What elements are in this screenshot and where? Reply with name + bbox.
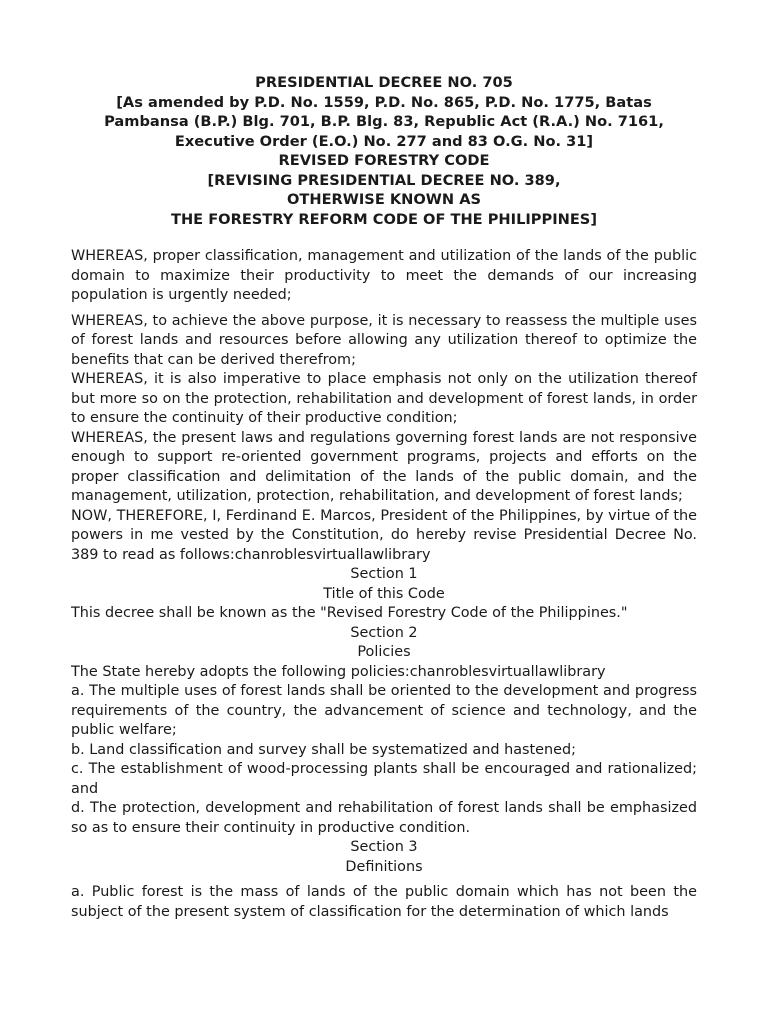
- whereas-clause: WHEREAS, to achieve the above purpose, it is necessary to reassess the multiple uses of forest lands and resources before allowing any utilization thereof to optimize the benefits that can be derived therefrom;: [71, 312, 697, 368]
- title-line: PRESIDENTIAL DECREE NO. 705: [255, 74, 513, 91]
- now-therefore-clause: NOW, THEREFORE, I, Ferdinand E. Marcos, President of the Philippines, by virtue of the powers in me vested by the Constitution, do hereby revise Presidential Decree No. 389 to read as follows:chanroblesvirtuallawlibrary: [71, 507, 697, 563]
- title-line: THE FORESTRY REFORM CODE OF THE PHILIPPINES]: [171, 210, 597, 228]
- section-text: This decree shall be known as the "Revised Forestry Code of the Philippines.": [71, 605, 628, 621]
- whereas-clause: WHEREAS, proper classification, management and utilization of the lands of the public domain to maximize their productivity to meet the demands of our increasing population is urgently needed;: [71, 248, 697, 303]
- policy-item: a. The multiple uses of forest lands shall be oriented to the development and progress requirements of the country, the advancement of science and technology, and the public welfare;: [71, 683, 697, 738]
- policy-item: b. Land classification and survey shall be systematized and hastened;: [71, 741, 576, 758]
- whereas-clause: WHEREAS, it is also imperative to place emphasis not only on the utilization thereof but more so on the protection, rehabilitation and development of forest lands, in order to ensure the continuity of their productive condition;: [71, 371, 697, 426]
- section-intro: The State hereby adopts the following policies:chanroblesvirtuallawlibrary: [71, 663, 606, 680]
- title-line: [REVISING PRESIDENTIAL DECREE NO. 389,: [207, 171, 561, 189]
- decree-title-block: [71, 73, 697, 229]
- section-heading: Section 3: [350, 839, 418, 855]
- whereas-clause: WHEREAS, the present laws and regulations governing forest lands are not responsive enough to support re-oriented government programs, projects and efforts on the proper classification and delimitation of the lands of the public domain, and the management, utilization, protection, rehabilitation, and development of forest lands;: [71, 429, 697, 504]
- section-title: Definitions: [345, 858, 423, 875]
- title-line: Pambansa (B.P.) Blg. 701, B.P. Blg. 83, Republic Act (R.A.) No. 7161,: [104, 113, 664, 130]
- title-line: OTHERWISE KNOWN AS: [287, 191, 481, 208]
- definition-item: a. Public forest is the mass of lands of the public domain which has not been the subject of the present system of classification for the determination of which lands: [71, 884, 697, 920]
- title-line: REVISED FORESTRY CODE: [278, 152, 490, 169]
- section-heading: Section 2: [350, 624, 418, 641]
- document-page: [71, 73, 697, 922]
- section-title: Policies: [357, 644, 411, 660]
- policy-item: d. The protection, development and rehabilitation of forest lands shall be emphasized so as to ensure their continuity in productive condition.: [71, 800, 697, 836]
- policy-item: c. The establishment of wood-processing plants shall be encouraged and rationalized; and: [71, 761, 697, 797]
- section-title: Title of this Code: [323, 585, 445, 602]
- title-line: [As amended by P.D. No. 1559, P.D. No. 865, P.D. No. 1775, Batas: [116, 93, 652, 111]
- title-line: Executive Order (E.O.) No. 277 and 83 O.G. No. 31]: [174, 132, 594, 150]
- section-heading: Section 1: [350, 566, 418, 582]
